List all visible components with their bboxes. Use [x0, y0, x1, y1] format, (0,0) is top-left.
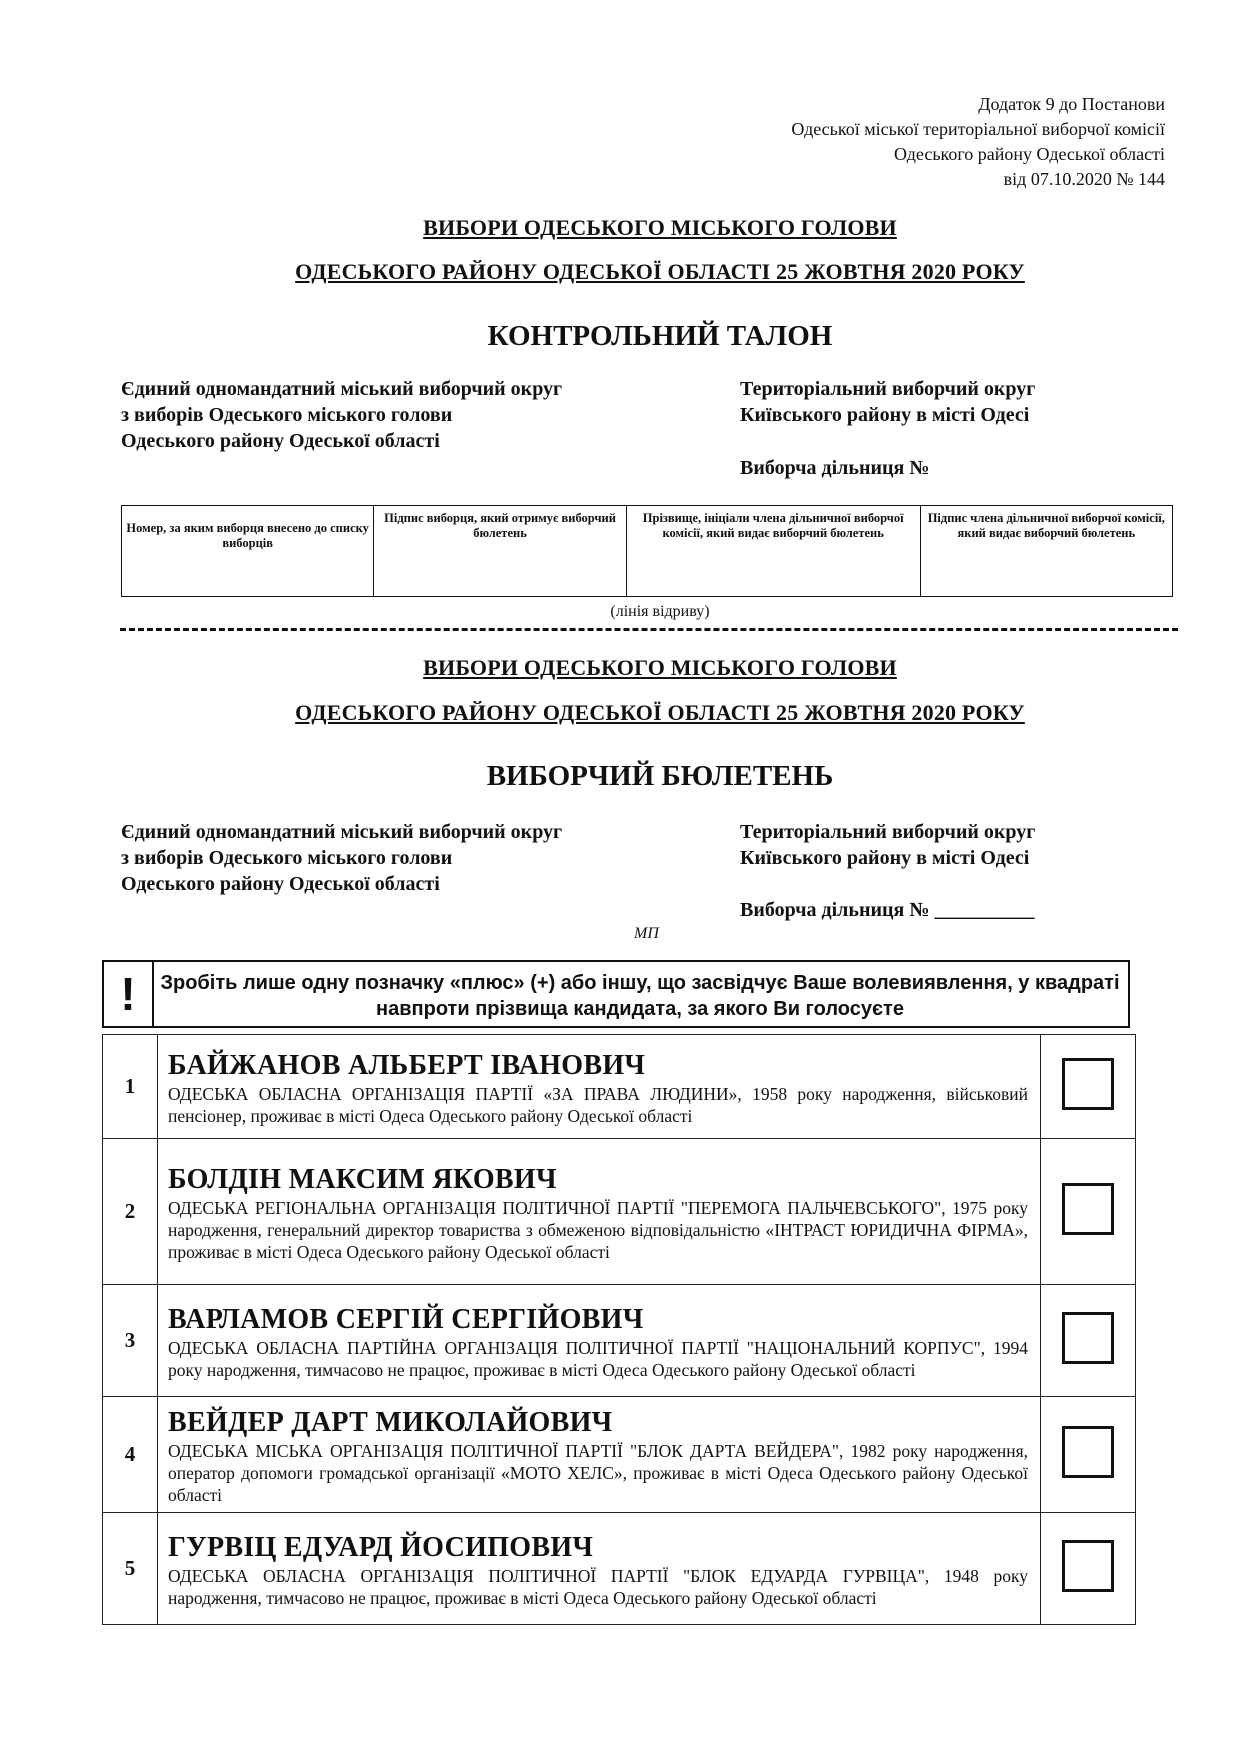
- candidate-description: ОДЕСЬКА ОБЛАСНА ПАРТІЙНА ОРГАНІЗАЦІЯ ПОЛІТИЧНОЇ ПАРТІЇ "НАЦІОНАЛЬНИЙ КОРПУС", 1994 року народження, тимчасово не працює, проживає в місті Одеса Одеського району Одеської області: [168, 1337, 1028, 1380]
- stub-col-voter-number[interactable]: [122, 506, 374, 597]
- stub-col-member-signature[interactable]: [920, 506, 1172, 597]
- stub-col-text: Підпис виборця, який отримує виборчий бюлетень: [384, 511, 616, 540]
- candidate-name: БОЛДІН МАКСИМ ЯКОВИЧ: [168, 1163, 557, 1195]
- candidate-checkbox-cell[interactable]: [1041, 1513, 1136, 1625]
- candidate-description: ОДЕСЬКА МІСЬКА ОРГАНІЗАЦІЯ ПОЛІТИЧНОЇ ПАРТІЇ "БЛОК ДАРТА ВЕЙДЕРА", 1982 року народження, оператор допомоги громадської організації «МОТО ХЕЛС», проживає в місті Одеса Одеського району Одеської області: [168, 1440, 1028, 1505]
- annex-note-line: від 07.10.2020 № 144: [1003, 169, 1165, 189]
- stub-col-text: Прізвище, ініціали члена дільничної виборчої комісії, який видає виборчий бюлетень: [642, 511, 904, 540]
- stub-title-1: ВИБОРИ ОДЕСЬКОГО МІСЬКОГО ГОЛОВИ: [423, 215, 897, 240]
- candidate-row: [103, 1139, 1136, 1285]
- district-line: з виборів Одеського міського голови: [121, 404, 453, 426]
- tear-line-label: (лінія відриву): [610, 603, 710, 620]
- candidate-number: 4: [103, 1397, 158, 1513]
- stub-title-2: ОДЕСЬКОГО РАЙОНУ ОДЕСЬКОЇ ОБЛАСТІ 25 ЖОВТНЯ 2020 РОКУ: [295, 259, 1025, 284]
- candidate-number: 1: [103, 1035, 158, 1139]
- vote-checkbox[interactable]: [1062, 1183, 1114, 1235]
- instruction-box: [102, 960, 1130, 1028]
- candidate-info: [158, 1139, 1041, 1285]
- candidate-info: [158, 1513, 1041, 1625]
- stub-col-text: Підпис члена дільничної виборчої комісії, який видає виборчий бюлетень: [927, 511, 1165, 540]
- candidate-info: [158, 1035, 1041, 1139]
- candidate-checkbox-cell[interactable]: [1041, 1139, 1136, 1285]
- candidate-checkbox-cell[interactable]: [1041, 1397, 1136, 1513]
- candidate-checkbox-cell[interactable]: [1041, 1035, 1136, 1139]
- candidate-number: 3: [103, 1285, 158, 1397]
- candidate-description: ОДЕСЬКА РЕГІОНАЛЬНА ОРГАНІЗАЦІЯ ПОЛІТИЧНОЇ ПАРТІЇ "ПЕРЕМОГА ПАЛЬЧЕВСЬКОГО", 1975 року народження, генеральний директор товариства з обмеженою відповідальністю «ІНТРАСТ ЮРИДИЧНА ФІРМА», проживає в місті Одеса Одеського району Одеської області: [168, 1197, 1028, 1262]
- vote-checkbox[interactable]: [1062, 1426, 1114, 1478]
- stub-district-right: [740, 376, 1035, 428]
- candidate-number: 5: [103, 1513, 158, 1625]
- stub-col-member-name[interactable]: [626, 506, 920, 597]
- district-line: Одеського району Одеської області: [121, 430, 440, 452]
- annex-note: [791, 92, 1165, 192]
- candidates-table: [102, 1034, 1136, 1625]
- ballot-district-right: [740, 819, 1035, 871]
- instruction-text: Зробіть лише одну позначку «плюс» (+) або іншу, що засвідчує Ваше волевиявлення, у квадраті навпроти прізвища кандидата, за якого Ви голосуєте: [160, 972, 1120, 1020]
- candidate-name: ВАРЛАМОВ СЕРГІЙ СЕРГІЙОВИЧ: [168, 1303, 644, 1335]
- candidate-row: [103, 1035, 1136, 1139]
- vote-checkbox[interactable]: [1062, 1058, 1114, 1110]
- candidate-description: ОДЕСЬКА ОБЛАСНА ОРГАНІЗАЦІЯ ПАРТІЇ «ЗА ПРАВА ЛЮДИНИ», 1958 року народження, військовий пенсіонер, проживає в місті Одеса Одеського району Одеської області: [168, 1083, 1028, 1126]
- candidate-name: ГУРВІЦ ЕДУАРД ЙОСИПОВИЧ: [168, 1531, 594, 1563]
- district-line: Київського району в місті Одесі: [740, 847, 1030, 869]
- district-line: з виборів Одеського міського голови: [121, 847, 453, 869]
- district-line: Територіальний виборчий округ: [740, 378, 1036, 400]
- stub-heading: КОНТРОЛЬНИЙ ТАЛОН: [487, 320, 833, 352]
- candidate-row: [103, 1397, 1136, 1513]
- annex-note-line: Додаток 9 до Постанови: [978, 94, 1165, 114]
- district-line: Територіальний виборчий округ: [740, 821, 1036, 843]
- ballot-heading: ВИБОРЧИЙ БЮЛЕТЕНЬ: [486, 760, 834, 792]
- stub-col-text: Номер, за яким виборця внесено до списку виборців: [126, 521, 369, 550]
- ballot-district-left: [121, 819, 562, 897]
- vote-checkbox[interactable]: [1062, 1540, 1114, 1592]
- stub-district-left: [121, 376, 562, 454]
- stamp-label: МП: [634, 925, 659, 942]
- stub-table: [121, 505, 1173, 597]
- district-line: Єдиний одномандатний міський виборчий округ: [121, 378, 563, 400]
- candidate-checkbox-cell[interactable]: [1041, 1285, 1136, 1397]
- candidate-row: [103, 1513, 1136, 1625]
- candidate-name: БАЙЖАНОВ АЛЬБЕРТ ІВАНОВИЧ: [168, 1049, 646, 1081]
- district-line: Одеського району Одеської області: [121, 873, 440, 895]
- stub-precinct: Виборча дільниця №: [740, 457, 930, 479]
- candidate-info: [158, 1285, 1041, 1397]
- ballot-title-1: ВИБОРИ ОДЕСЬКОГО МІСЬКОГО ГОЛОВИ: [423, 655, 897, 680]
- ballot-precinct: Виборча дільниця № __________: [740, 899, 1035, 921]
- annex-note-line: Одеського району Одеської області: [893, 144, 1165, 164]
- candidate-info: [158, 1397, 1041, 1513]
- candidate-name: ВЕЙДЕР ДАРТ МИКОЛАЙОВИЧ: [168, 1406, 613, 1438]
- candidate-description: ОДЕСЬКА ОБЛАСНА ОРГАНІЗАЦІЯ ПОЛІТИЧНОЇ ПАРТІЇ "БЛОК ЕДУАРДА ГУРВІЦА", 1948 року народження, тимчасово не працює, проживає в місті Одеса Одеського району Одеської області: [168, 1565, 1028, 1608]
- district-line: Київського району в місті Одесі: [740, 404, 1030, 426]
- district-line: Єдиний одномандатний міський виборчий округ: [121, 821, 563, 843]
- ballot-title-2: ОДЕСЬКОГО РАЙОНУ ОДЕСЬКОЇ ОБЛАСТІ 25 ЖОВТНЯ 2020 РОКУ: [295, 700, 1025, 725]
- tear-line: [120, 628, 1178, 631]
- candidate-row: [103, 1285, 1136, 1397]
- candidate-number: 2: [103, 1139, 158, 1285]
- annex-note-line: Одеської міської територіальної виборчої комісії: [791, 119, 1165, 139]
- stub-col-voter-signature[interactable]: [374, 506, 626, 597]
- vote-checkbox[interactable]: [1062, 1312, 1114, 1364]
- exclamation-icon: !: [104, 962, 154, 1026]
